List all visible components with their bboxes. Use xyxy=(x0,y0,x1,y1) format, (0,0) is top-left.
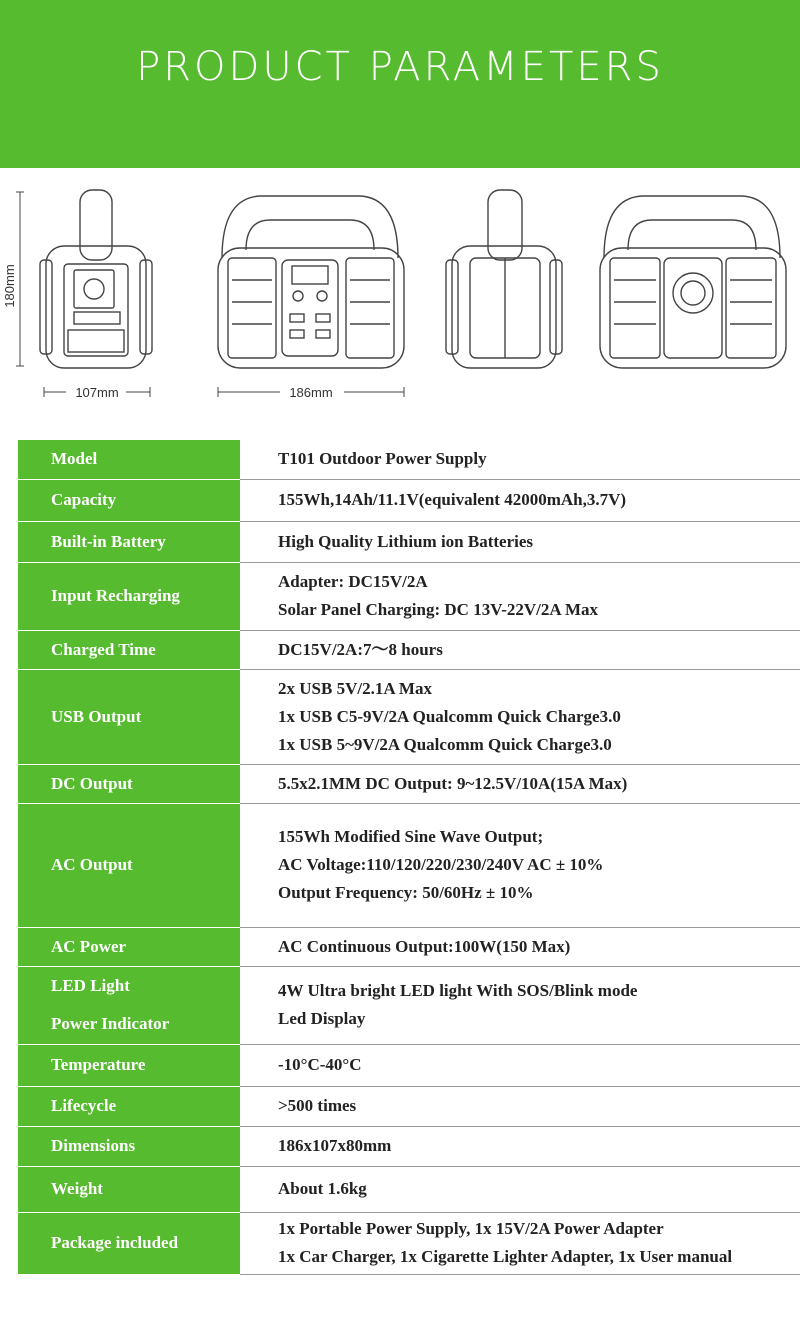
spec-label-cell xyxy=(18,1086,240,1126)
depth-dimension-label: 107mm xyxy=(75,385,119,400)
spec-label: Package included xyxy=(51,1233,179,1252)
spec-value: 155Wh Modified Sine Wave Output; xyxy=(278,827,544,846)
height-dimension-label: 180mm xyxy=(2,264,17,308)
spec-value: Output Frequency: 50/60Hz ± 10% xyxy=(278,883,534,902)
product-dimension-drawings xyxy=(0,168,800,440)
spec-value-cell xyxy=(240,966,800,1044)
spec-value: Led Display xyxy=(278,1009,366,1028)
spec-label-cell xyxy=(18,630,240,669)
spec-label-cell xyxy=(18,669,240,764)
spec-value: AC Continuous Output:100W(150 Max) xyxy=(278,936,571,956)
spec-value-cell xyxy=(240,1166,800,1212)
spec-row xyxy=(18,927,800,966)
spec-label: LED Light xyxy=(51,976,130,995)
spec-value: 5.5x2.1MM DC Output: 9~12.5V/10A(15A Max) xyxy=(278,773,628,793)
spec-label: Capacity xyxy=(51,490,117,509)
spec-table xyxy=(18,440,800,1275)
spec-value: 4W Ultra bright LED light With SOS/Blink mode xyxy=(278,981,638,1000)
spec-label-cell xyxy=(18,764,240,803)
spec-value-cell xyxy=(240,521,800,562)
spec-row xyxy=(18,479,800,521)
spec-row xyxy=(18,562,800,630)
spec-row xyxy=(18,764,800,803)
spec-label: Model xyxy=(51,449,98,469)
spec-value-cell xyxy=(240,669,800,764)
spec-row xyxy=(18,1086,800,1126)
spec-label: DC Output xyxy=(51,773,133,793)
spec-value: -10°C-40°C xyxy=(278,1055,362,1074)
spec-value-cell xyxy=(240,562,800,630)
front-view-drawing xyxy=(218,196,404,368)
spec-value-cell xyxy=(240,1044,800,1086)
spec-label-cell xyxy=(18,562,240,630)
spec-value-cell xyxy=(240,803,800,927)
spec-row xyxy=(18,966,800,1044)
spec-row xyxy=(18,521,800,562)
spec-value-cell xyxy=(240,1086,800,1126)
spec-label-cell xyxy=(18,1212,240,1274)
side-view-right-drawing xyxy=(446,190,562,368)
spec-label: Input Recharging xyxy=(51,586,180,605)
spec-label-cell xyxy=(18,479,240,521)
spec-value: Solar Panel Charging: DC 13V-22V/2A Max xyxy=(278,600,599,619)
spec-value: AC Voltage:110/120/220/230/240V AC ± 10% xyxy=(278,855,604,874)
spec-value-cell xyxy=(240,630,800,669)
spec-label: Charged Time xyxy=(51,639,156,659)
spec-value: 1x Car Charger, 1x Cigarette Lighter Adapter, 1x User manual xyxy=(278,1247,733,1266)
spec-value: 1x USB C5-9V/2A Qualcomm Quick Charge3.0 xyxy=(278,706,621,726)
spec-label: Lifecycle xyxy=(51,1096,117,1115)
back-view-drawing xyxy=(600,196,786,368)
spec-value: 155Wh,14Ah/11.1V(equivalent 42000mAh,3.7V) xyxy=(278,490,627,509)
spec-row xyxy=(18,1212,800,1274)
width-dimension-label: 186mm xyxy=(289,385,333,400)
spec-label-cell xyxy=(18,440,240,479)
spec-row xyxy=(18,1044,800,1086)
spec-label: AC Power xyxy=(51,936,127,956)
spec-label: Power Indicator xyxy=(51,1014,170,1033)
spec-label: Temperature xyxy=(51,1055,146,1074)
spec-value-cell xyxy=(240,927,800,966)
spec-value-cell xyxy=(240,1212,800,1274)
header-banner xyxy=(0,0,800,168)
page-title: PRODUCT PARAMETERS xyxy=(136,44,664,90)
spec-value: Adapter: DC15V/2A xyxy=(278,572,428,591)
spec-label: USB Output xyxy=(51,706,142,726)
spec-value-cell xyxy=(240,764,800,803)
spec-row xyxy=(18,1166,800,1212)
spec-label-cell xyxy=(18,927,240,966)
spec-label: Built-in Battery xyxy=(51,531,166,551)
spec-value-cell xyxy=(240,479,800,521)
spec-value: High Quality Lithium ion Batteries xyxy=(278,531,534,551)
side-view-left-drawing xyxy=(40,190,152,368)
spec-value: 2x USB 5V/2.1A Max xyxy=(278,678,432,698)
spec-label-cell xyxy=(18,966,240,1044)
spec-value: T101 Outdoor Power Supply xyxy=(278,449,487,469)
spec-value-cell xyxy=(240,440,800,479)
spec-value: 186x107x80mm xyxy=(278,1136,392,1155)
spec-value: DC15V/2A:7～8 hours xyxy=(278,639,443,659)
spec-row xyxy=(18,440,800,479)
spec-label-cell xyxy=(18,803,240,927)
spec-label: AC Output xyxy=(51,855,133,874)
spec-label-cell xyxy=(18,521,240,562)
spec-row xyxy=(18,1126,800,1166)
spec-label: Dimensions xyxy=(51,1136,136,1155)
spec-label-cell xyxy=(18,1166,240,1212)
spec-row xyxy=(18,669,800,764)
spec-row xyxy=(18,630,800,669)
spec-label-cell xyxy=(18,1044,240,1086)
spec-label: Weight xyxy=(51,1179,103,1198)
spec-value: 1x Portable Power Supply, 1x 15V/2A Power Adapter xyxy=(278,1219,664,1238)
spec-value-cell xyxy=(240,1126,800,1166)
spec-value: 1x USB 5~9V/2A Qualcomm Quick Charge3.0 xyxy=(278,734,612,754)
spec-label-cell xyxy=(18,1126,240,1166)
spec-value: About 1.6kg xyxy=(278,1179,367,1198)
spec-row xyxy=(18,803,800,927)
spec-value: >500 times xyxy=(278,1096,357,1115)
